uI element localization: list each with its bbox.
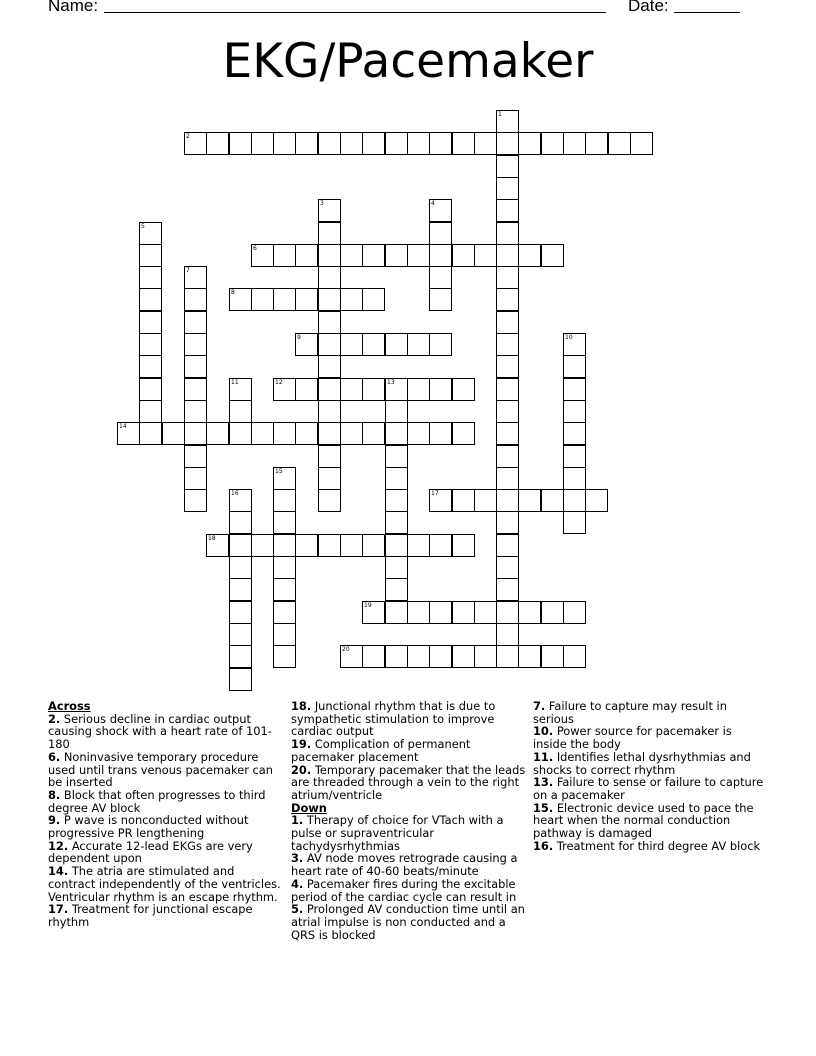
grid-cell[interactable] — [318, 400, 341, 423]
grid-cell[interactable] — [385, 489, 408, 512]
grid-cell[interactable] — [273, 601, 296, 624]
grid-cell[interactable] — [496, 266, 519, 289]
grid-cell[interactable] — [630, 132, 653, 155]
grid-cell[interactable] — [184, 445, 207, 468]
grid-cell[interactable] — [340, 422, 363, 445]
grid-cell[interactable] — [585, 489, 608, 512]
grid-cell[interactable] — [563, 445, 586, 468]
grid-cell[interactable] — [318, 199, 341, 222]
clue-number: 13. — [533, 775, 554, 790]
clue-text: AV node moves retrograde causing a heart rate of 40-60 beats/minute — [291, 851, 518, 879]
grid-cell[interactable] — [452, 534, 475, 557]
clue-number: 14. — [48, 864, 69, 879]
grid-cell[interactable] — [251, 534, 274, 557]
clue-item — [533, 725, 769, 750]
clue-item — [48, 713, 284, 751]
grid-cell[interactable] — [318, 288, 341, 311]
grid-cell[interactable] — [563, 489, 586, 512]
grid-cell[interactable] — [496, 355, 519, 378]
clue-section-heading: Down — [291, 800, 327, 815]
grid-cell[interactable] — [474, 489, 497, 512]
grid-cell[interactable] — [251, 288, 274, 311]
grid-cell[interactable] — [362, 244, 385, 267]
grid-cell[interactable] — [273, 645, 296, 668]
grid-cell[interactable] — [385, 578, 408, 601]
clue-number: 11. — [533, 749, 554, 764]
grid-cell[interactable] — [362, 422, 385, 445]
grid-cell[interactable] — [385, 378, 408, 401]
grid-cell[interactable] — [273, 556, 296, 579]
grid-cell[interactable] — [496, 422, 519, 445]
grid-cell[interactable] — [429, 645, 452, 668]
cell-number: 11 — [231, 379, 239, 386]
grid-cell[interactable] — [496, 311, 519, 334]
clue-text: Prolonged AV conduction time until an atrial impulse is non conducted and a QRS is blocked — [291, 902, 525, 942]
grid-cell[interactable] — [139, 400, 162, 423]
grid-cell[interactable] — [452, 422, 475, 445]
clue-item — [291, 700, 527, 738]
grid-cell[interactable] — [429, 333, 452, 356]
clue-item — [291, 738, 527, 763]
cell-number: 14 — [119, 423, 127, 430]
grid-cell[interactable] — [295, 288, 318, 311]
clue-number: 8. — [48, 787, 61, 802]
grid-cell[interactable] — [496, 199, 519, 222]
cell-number: 10 — [565, 334, 573, 341]
grid-cell[interactable] — [295, 378, 318, 401]
clue-item — [291, 852, 527, 877]
grid-cell[interactable] — [229, 288, 252, 311]
grid-cell[interactable] — [407, 534, 430, 557]
grid-cell[interactable] — [452, 489, 475, 512]
grid-cell[interactable] — [452, 244, 475, 267]
grid-cell[interactable] — [496, 378, 519, 401]
grid-cell[interactable] — [429, 534, 452, 557]
grid-cell[interactable] — [318, 355, 341, 378]
grid-cell[interactable] — [229, 578, 252, 601]
grid-cell[interactable] — [139, 311, 162, 334]
grid-cell[interactable] — [496, 132, 519, 155]
clue-number: 7. — [533, 699, 546, 713]
grid-cell[interactable] — [251, 422, 274, 445]
grid-cell[interactable] — [474, 601, 497, 624]
grid-cell[interactable] — [385, 422, 408, 445]
grid-cell[interactable] — [496, 578, 519, 601]
grid-cell[interactable] — [139, 288, 162, 311]
clue-item — [533, 802, 769, 840]
name-label: Name: — [48, 0, 99, 15]
grid-cell[interactable] — [295, 244, 318, 267]
grid-cell[interactable] — [385, 645, 408, 668]
grid-cell[interactable] — [407, 601, 430, 624]
grid-cell[interactable] — [496, 244, 519, 267]
clue-text: Treatment for junctional escape rhythm — [48, 902, 253, 929]
clue-item — [48, 903, 284, 928]
grid-cell[interactable] — [184, 378, 207, 401]
grid-cell[interactable] — [429, 378, 452, 401]
clue-section-heading: Across — [48, 699, 91, 713]
grid-cell[interactable] — [496, 623, 519, 646]
grid-cell[interactable] — [474, 244, 497, 267]
grid-cell[interactable] — [496, 645, 519, 668]
grid-cell[interactable] — [273, 422, 296, 445]
clue-text: Accurate 12-lead EKGs are very dependent upon — [48, 838, 253, 866]
clue-item — [291, 878, 527, 903]
cell-number: 13 — [387, 379, 395, 386]
clue-text: Block that often progresses to third degree AV block — [48, 787, 266, 815]
grid-cell[interactable] — [340, 333, 363, 356]
cell-number: 7 — [186, 267, 190, 274]
cell-number: 9 — [297, 334, 301, 341]
grid-cell[interactable] — [452, 132, 475, 155]
grid-cell[interactable] — [318, 244, 341, 267]
grid-cell[interactable] — [496, 534, 519, 557]
grid-cell[interactable] — [429, 601, 452, 624]
grid-cell[interactable] — [385, 534, 408, 557]
grid-cell[interactable] — [452, 378, 475, 401]
grid-cell[interactable] — [139, 333, 162, 356]
grid-cell[interactable] — [184, 311, 207, 334]
grid-cell[interactable] — [184, 422, 207, 445]
grid-cell[interactable] — [273, 132, 296, 155]
grid-cell[interactable] — [340, 645, 363, 668]
cell-number: 8 — [231, 289, 235, 296]
grid-cell[interactable] — [563, 400, 586, 423]
grid-cell[interactable] — [362, 288, 385, 311]
clue-number: 10. — [533, 724, 554, 739]
grid-cell[interactable] — [229, 534, 252, 557]
clue-number: 5. — [291, 902, 304, 917]
grid-cell[interactable] — [385, 244, 408, 267]
grid-cell[interactable] — [407, 244, 430, 267]
grid-cell[interactable] — [496, 110, 519, 133]
clue-number: 18. — [291, 699, 312, 713]
grid-cell[interactable] — [362, 534, 385, 557]
grid-cell[interactable] — [474, 132, 497, 155]
grid-cell[interactable] — [429, 244, 452, 267]
grid-cell[interactable] — [184, 266, 207, 289]
grid-cell[interactable] — [563, 422, 586, 445]
clue-item — [291, 903, 527, 941]
grid-cell[interactable] — [340, 288, 363, 311]
grid-cell[interactable] — [229, 132, 252, 155]
grid-cell[interactable] — [162, 422, 185, 445]
grid-cell[interactable] — [429, 199, 452, 222]
grid-cell[interactable] — [229, 400, 252, 423]
grid-cell[interactable] — [184, 333, 207, 356]
clue-text: Noninvasive temporary procedure used until trans venous pacemaker can be inserted — [48, 749, 274, 790]
clue-text: Pacemaker fires during the excitable period of the cardiac cycle can result in — [291, 876, 517, 904]
cell-number: 17 — [431, 490, 439, 497]
clue-text: Identifies lethal dysrhythmias and shocks to correct rhythm — [533, 749, 751, 777]
grid-cell[interactable] — [563, 601, 586, 624]
grid-cell[interactable] — [184, 132, 207, 155]
grid-cell[interactable] — [362, 601, 385, 624]
clue-text: Serious decline in cardiac output causing shock with a heart rate of 101-180 — [48, 711, 272, 752]
grid-cell[interactable] — [229, 645, 252, 668]
grid-cell[interactable] — [541, 132, 564, 155]
grid-cell[interactable] — [273, 534, 296, 557]
grid-cell[interactable] — [541, 489, 564, 512]
grid-cell[interactable] — [340, 378, 363, 401]
grid-cell[interactable] — [139, 266, 162, 289]
grid-cell[interactable] — [295, 422, 318, 445]
grid-cell[interactable] — [295, 132, 318, 155]
grid-cell[interactable] — [496, 445, 519, 468]
page-title: EKG/Pacemaker — [222, 34, 594, 89]
grid-cell[interactable] — [229, 511, 252, 534]
clue-number: 6. — [48, 749, 61, 764]
date-field[interactable] — [674, 12, 740, 13]
grid-cell[interactable] — [273, 489, 296, 512]
grid-cell[interactable] — [608, 132, 631, 155]
grid-cell[interactable] — [563, 333, 586, 356]
clue-number: 3. — [291, 851, 304, 866]
clue-number: 20. — [291, 762, 312, 777]
clue-number: 1. — [291, 813, 304, 828]
clue-item — [291, 764, 527, 802]
grid-cell[interactable] — [496, 177, 519, 200]
grid-cell[interactable] — [563, 132, 586, 155]
grid-cell[interactable] — [385, 556, 408, 579]
grid-cell[interactable] — [273, 467, 296, 490]
grid-cell[interactable] — [563, 355, 586, 378]
date-label: Date: — [628, 0, 669, 15]
grid-cell[interactable] — [429, 422, 452, 445]
grid-cell[interactable] — [206, 534, 229, 557]
grid-cell[interactable] — [117, 422, 140, 445]
grid-cell[interactable] — [563, 645, 586, 668]
grid-cell[interactable] — [184, 467, 207, 490]
grid-cell[interactable] — [139, 222, 162, 245]
grid-cell[interactable] — [496, 222, 519, 245]
grid-cell[interactable] — [585, 132, 608, 155]
grid-cell[interactable] — [541, 645, 564, 668]
grid-cell[interactable] — [273, 623, 296, 646]
grid-cell[interactable] — [385, 445, 408, 468]
grid-cell[interactable] — [273, 244, 296, 267]
grid-cell[interactable] — [518, 601, 541, 624]
clue-text: Failure to sense or failure to capture on a pacemaker — [533, 775, 764, 802]
grid-cell[interactable] — [229, 668, 252, 691]
header — [48, 0, 768, 18]
grid-cell[interactable] — [496, 601, 519, 624]
cell-number: 12 — [275, 379, 283, 386]
grid-cell[interactable] — [429, 489, 452, 512]
grid-cell[interactable] — [229, 556, 252, 579]
grid-cell[interactable] — [407, 132, 430, 155]
grid-cell[interactable] — [318, 489, 341, 512]
grid-cell[interactable] — [184, 288, 207, 311]
grid-cell[interactable] — [496, 489, 519, 512]
clue-item — [533, 700, 769, 725]
grid-cell[interactable] — [318, 445, 341, 468]
clue-number: 12. — [48, 838, 69, 853]
grid-cell[interactable] — [385, 333, 408, 356]
clue-number: 17. — [48, 902, 69, 917]
grid-cell[interactable] — [340, 132, 363, 155]
grid-cell[interactable] — [385, 132, 408, 155]
cell-number: 1 — [498, 111, 502, 118]
clue-number: 19. — [291, 737, 312, 752]
grid-cell[interactable] — [139, 378, 162, 401]
grid-cell[interactable] — [251, 244, 274, 267]
clue-text: Therapy of choice for VTach with a pulse or supraventricular tachydysrhythmias — [291, 813, 504, 853]
grid-cell[interactable] — [362, 333, 385, 356]
clue-item — [48, 840, 284, 865]
grid-cell[interactable] — [139, 422, 162, 445]
grid-cell[interactable] — [429, 132, 452, 155]
grid-cell[interactable] — [518, 244, 541, 267]
grid-cell[interactable] — [563, 467, 586, 490]
grid-cell[interactable] — [184, 489, 207, 512]
grid-cell[interactable] — [340, 244, 363, 267]
cell-number: 16 — [231, 490, 239, 497]
grid-cell[interactable] — [429, 222, 452, 245]
clue-text: Power source for pacemaker is inside the body — [533, 724, 732, 752]
grid-cell[interactable] — [474, 645, 497, 668]
clue-item — [533, 751, 769, 776]
grid-cell[interactable] — [318, 311, 341, 334]
clue-text: Temporary pacemaker that the leads are threaded through a vein to the right atrium/ventricle — [291, 762, 526, 802]
cell-number: 2 — [186, 133, 190, 140]
cell-number: 5 — [141, 223, 145, 230]
grid-cell[interactable] — [452, 645, 475, 668]
cell-number: 18 — [208, 535, 216, 542]
name-field[interactable] — [104, 12, 606, 13]
grid-cell[interactable] — [206, 132, 229, 155]
cell-number: 6 — [253, 245, 257, 252]
grid-cell[interactable] — [229, 601, 252, 624]
grid-cell[interactable] — [385, 467, 408, 490]
clue-number: 4. — [291, 876, 304, 891]
grid-cell[interactable] — [139, 244, 162, 267]
clue-text: P wave is nonconducted without progressive PR lengthening — [48, 813, 249, 841]
clue-item — [48, 789, 284, 814]
grid-cell[interactable] — [407, 333, 430, 356]
grid-cell[interactable] — [295, 534, 318, 557]
grid-cell[interactable] — [496, 288, 519, 311]
clue-item — [533, 776, 769, 801]
grid-cell[interactable] — [362, 645, 385, 668]
grid-cell[interactable] — [541, 244, 564, 267]
clue-text: Junctional rhythm that is due to sympathetic stimulation to improve cardiac output — [291, 699, 496, 739]
grid-cell[interactable] — [496, 467, 519, 490]
grid-cell[interactable] — [385, 601, 408, 624]
grid-cell[interactable] — [518, 132, 541, 155]
grid-cell[interactable] — [496, 400, 519, 423]
grid-cell[interactable] — [452, 601, 475, 624]
clues-column-3 — [533, 700, 769, 852]
grid-cell[interactable] — [251, 132, 274, 155]
clue-text: The atria are stimulated and contract independently of the ventricles. Ventricular rhythm is an escape rhythm. — [48, 864, 281, 904]
clues-column-2 — [291, 700, 527, 941]
grid-cell[interactable] — [273, 378, 296, 401]
grid-cell[interactable] — [318, 333, 341, 356]
clue-number: 9. — [48, 813, 61, 828]
grid-cell[interactable] — [407, 645, 430, 668]
grid-cell[interactable] — [340, 534, 363, 557]
clue-text: Complication of permanent pacemaker placement — [291, 737, 471, 764]
grid-cell[interactable] — [563, 378, 586, 401]
grid-cell[interactable] — [318, 378, 341, 401]
cell-number: 19 — [364, 602, 372, 609]
grid-cell[interactable] — [496, 556, 519, 579]
grid-cell[interactable] — [184, 355, 207, 378]
grid-cell[interactable] — [229, 422, 252, 445]
grid-cell[interactable] — [362, 132, 385, 155]
clue-item — [48, 814, 284, 839]
grid-cell[interactable] — [518, 489, 541, 512]
grid-cell[interactable] — [318, 222, 341, 245]
grid-cell[interactable] — [496, 155, 519, 178]
cell-number: 4 — [431, 200, 435, 207]
cell-number: 20 — [342, 646, 350, 653]
cell-number: 3 — [320, 200, 324, 207]
grid-cell[interactable] — [407, 378, 430, 401]
grid-cell[interactable] — [318, 266, 341, 289]
grid-cell[interactable] — [541, 601, 564, 624]
grid-cell[interactable] — [496, 511, 519, 534]
grid-cell[interactable] — [362, 378, 385, 401]
clue-item — [291, 814, 527, 852]
grid-cell[interactable] — [318, 534, 341, 557]
grid-cell[interactable] — [273, 578, 296, 601]
clue-item — [533, 840, 769, 853]
grid-cell[interactable] — [229, 378, 252, 401]
grid-cell[interactable] — [206, 422, 229, 445]
grid-cell[interactable] — [229, 623, 252, 646]
grid-cell[interactable] — [229, 489, 252, 512]
clue-text: Treatment for third degree AV block — [556, 838, 761, 853]
grid-cell[interactable] — [518, 645, 541, 668]
grid-cell[interactable] — [273, 511, 296, 534]
clue-item — [48, 865, 284, 903]
clue-item — [48, 751, 284, 789]
grid-cell[interactable] — [295, 333, 318, 356]
grid-cell[interactable] — [318, 422, 341, 445]
grid-cell[interactable] — [385, 400, 408, 423]
grid-cell[interactable] — [184, 400, 207, 423]
cell-number: 15 — [275, 468, 283, 475]
clue-number: 16. — [533, 838, 554, 853]
clue-text: Electronic device used to pace the heart when the normal conduction pathway is damaged — [533, 800, 754, 841]
grid-cell[interactable] — [429, 266, 452, 289]
clues-column-1 — [48, 700, 284, 929]
clue-number: 15. — [533, 800, 554, 815]
grid-cell[interactable] — [318, 132, 341, 155]
grid-cell[interactable] — [139, 355, 162, 378]
grid-cell[interactable] — [496, 333, 519, 356]
grid-cell[interactable] — [318, 467, 341, 490]
clue-number: 2. — [48, 711, 61, 726]
grid-cell[interactable] — [429, 288, 452, 311]
clue-text: Failure to capture may result in serious — [533, 699, 727, 726]
grid-cell[interactable] — [407, 422, 430, 445]
grid-cell[interactable] — [385, 511, 408, 534]
grid-cell[interactable] — [273, 288, 296, 311]
grid-cell[interactable] — [563, 511, 586, 534]
